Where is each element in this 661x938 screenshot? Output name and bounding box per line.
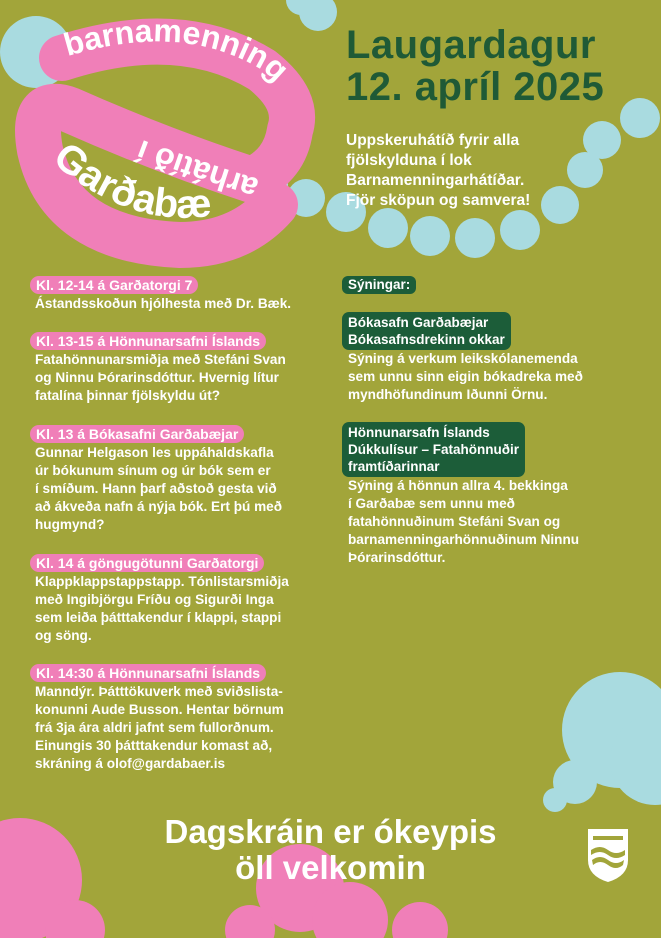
- event-item: [30, 276, 340, 313]
- exhibitions-heading: Sýningar:: [342, 276, 416, 294]
- exhibition-line: Sýning á hönnun allra 4. bekkinga: [348, 478, 568, 493]
- event-item: [30, 554, 340, 645]
- event-line: fatalína þinnar fjölskyldu út?: [35, 388, 221, 403]
- exhibition-title-line: Dúkkulísur – Fatahönnuðir: [348, 442, 520, 457]
- event-line: Ástandsskoðun hjólhesta með Dr. Bæk.: [35, 296, 292, 311]
- exhibition-line: sem unnu sinn eigin bókadreka með: [348, 369, 583, 384]
- date-label: 12. apríl 2025: [346, 65, 605, 109]
- exhibition-title-line: Hönnunarsafn Íslands: [348, 425, 490, 440]
- event-item: [30, 332, 340, 405]
- event-line: í smíðum. Hann þarf aðstoð gesta við: [35, 481, 277, 496]
- exhibition-title: [342, 312, 511, 350]
- event-line: frá 3ja ára aldri jafnt sem fullorðnum.: [35, 720, 274, 735]
- event-time-tag: Kl. 13 á Bókasafni Garðabæjar: [30, 425, 244, 443]
- event-line: og Ninnu Þórarinsdóttur. Hvernig lítur: [35, 370, 279, 385]
- event-line: sem leiða þátttakendur í klappi, stappi: [35, 610, 282, 625]
- event-item: [30, 664, 340, 773]
- exhibition-title-line: framtíðarinnar: [348, 459, 440, 474]
- event-item: [30, 425, 340, 534]
- event-line: og söng.: [35, 628, 92, 643]
- event-line: með Ingibjörgu Fríðu og Sigurði Inga: [35, 592, 274, 607]
- event-time-tag: Kl. 13-15 á Hönnunarsafni Íslands: [30, 332, 266, 350]
- exhibition-line: í Garðabæ sem unnu með: [348, 496, 515, 511]
- event-line: Einungis 30 þátttakendur komast að,: [35, 738, 273, 753]
- exhibition-line: myndhöfundinum Iðunni Örnu.: [348, 387, 548, 402]
- intro-text: [346, 131, 616, 211]
- exhibition-title-line: Bókasafn Garðabæjar: [348, 315, 489, 330]
- event-time-tag: Kl. 14:30 á Hönnunarsafni Íslands: [30, 664, 266, 682]
- exhibition-line: fatahönnuðinum Stefáni Svan og: [348, 514, 561, 529]
- exhibition-line: barnamenningarhönnuðinum Ninnu: [348, 532, 580, 547]
- intro-line: Uppskeruhátíð fyrir alla: [346, 132, 520, 149]
- exhibition-title: [342, 422, 525, 477]
- footer-line: Dagskráin er ókeypis: [164, 813, 497, 850]
- intro-line: fjölskylduna í lok: [346, 152, 472, 169]
- day-label: Laugardagur: [346, 23, 596, 67]
- footer-text: [0, 814, 661, 886]
- event-line: skráning á olof@gardabaer.is: [35, 756, 226, 771]
- intro-line: Fjör sköpun og samvera!: [346, 192, 531, 209]
- exhibition-item: [342, 312, 642, 404]
- exhibition-item: [342, 422, 642, 567]
- event-time-tag: Kl. 12-14 á Garðatorgi 7: [30, 276, 198, 294]
- event-line: að ákveða nafn á nýja bók. Ert þú með: [35, 499, 283, 514]
- event-line: Klappklappstappstapp. Tónlistarsmiðja: [35, 574, 289, 589]
- exhibition-line: Þórarinsdóttur.: [348, 550, 446, 565]
- event-line: Gunnar Helgason les uppáhaldskafla: [35, 445, 274, 460]
- event-line: úr bókunum sínum og úr bók sem er: [35, 463, 271, 478]
- event-line: konunni Aude Busson. Hentar börnum: [35, 702, 284, 717]
- exhibition-title-line: Bókasafnsdrekinn okkar: [348, 332, 505, 347]
- bubble-cluster-bottom-right: [543, 672, 661, 812]
- intro-line: Barnamenningarhátíðar.: [346, 172, 525, 189]
- title-arc-text-2: arhátíð í: [131, 133, 262, 208]
- gardabaer-coat-of-arms-icon: [585, 826, 631, 884]
- title-arc-text-3: Garðabæ: [45, 133, 213, 228]
- event-line: hugmynd?: [35, 517, 105, 532]
- event-line: Manndýr. Þátttökuverk með sviðslista-: [35, 684, 283, 699]
- footer-line: öll velkomin: [235, 849, 426, 886]
- event-time-tag: Kl. 14 á göngugötunni Garðatorgi: [30, 554, 264, 572]
- title-arc-text-1: barnamenning: [59, 12, 296, 88]
- event-date: [346, 24, 604, 108]
- exhibition-line: Sýning á verkum leikskólanemenda: [348, 351, 578, 366]
- event-line: Fatahönnunarsmiðja með Stefáni Svan: [35, 352, 286, 367]
